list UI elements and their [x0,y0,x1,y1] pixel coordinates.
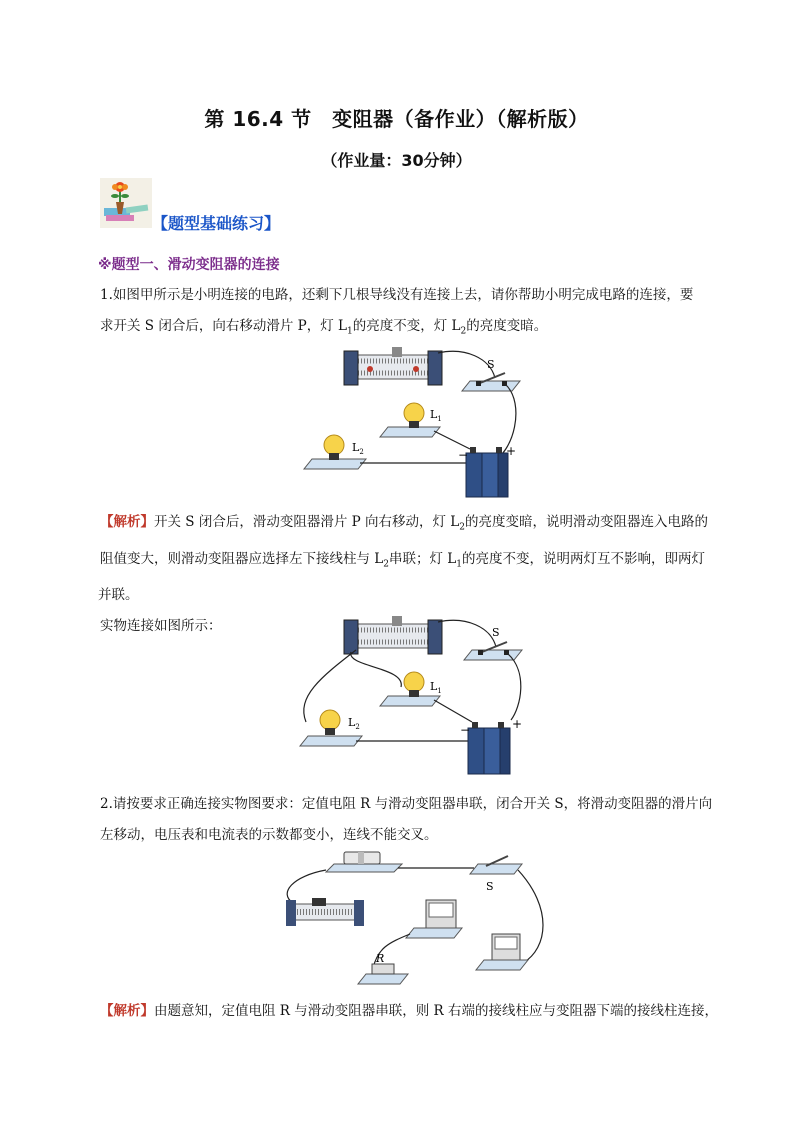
circuit-diagram-1 [300,343,530,505]
page-title: 第 16.4 节 变阻器（备作业）（解析版） [204,107,589,131]
rheostat-icon [344,347,442,385]
answer-2 [98,996,718,1027]
page-subtitle: （作业量：30分钟） [321,151,472,170]
answer-1-line-3: 实物连接如图所示： [100,618,222,635]
topic-heading: ※题型一、滑动变阻器的连接 [98,257,280,273]
circuit-diagram-2 [296,612,532,780]
circuit-diagram-3 [278,848,558,996]
question-2-line-1: 2.请按要求正确连接实物图要求：定值电阻 R 与滑动变阻器串联，闭合开关 S，将滑动变阻器的滑片向 [100,796,713,812]
battery-plus-label: + [506,444,517,458]
question-1-line-2: 求开关 S 闭合后，向右移动滑片 P，灯 $L_1$的亮度不变，灯 $L_2$的亮度变暗。 [100,318,548,337]
battery-plus-label: + [512,717,523,731]
section-heading: 【题型基础练习】 [152,214,281,233]
battery-minus-label: − [460,723,471,737]
battery-minus-label: − [458,448,469,462]
question-2-line-2: 左移动，电压表和电流表的示数都变小，连线不能交叉。 [100,827,438,843]
switch-label: S [492,626,500,639]
question-1-line-1: 1.如图甲所示是小明连接的电路，还剩下几根导线没有连接上去，请你帮助小明完成电路的连接，要 [100,287,694,303]
flower-pot-icon [100,178,152,228]
resistor-icon [358,964,408,984]
switch-label: S [487,358,495,371]
answer-2-line-1: 【解析】由题意知，定值电阻 R 与滑动变阻器串联，则 R 右端的接线柱应与变阻器下端的接线柱连接， [100,1003,718,1019]
voltmeter-icon [406,900,462,938]
resistor-label: R [376,952,385,965]
lamp-1-label: $L_1$ [430,680,442,695]
switch-icon [462,373,520,391]
lamp-2-label: $L_2$ [352,441,364,456]
ammeter-icon [476,934,528,970]
answer-1-line-1: 【解析】开关 S 闭合后，滑动变阻器滑片 P 向右移动，灯 $L_2$的亮度变暗，说明滑动变阻器连入电路的 [100,514,708,533]
lamp-1-label: $L_1$ [430,408,442,423]
battery-pack-icon [326,852,402,872]
switch-icon [470,856,522,874]
lamp-2-label: $L_2$ [348,716,360,731]
question-2 [98,789,718,851]
question-1 [98,280,718,348]
answer-1-line-2: 阻值变大，则滑动变阻器应选择左下接线柱与 $L_2$串联；灯 $L_1$的亮度不变，说明两灯互不影响，即两灯并联。 [98,550,705,604]
rheostat-icon [286,898,364,926]
battery-icon [468,722,510,774]
switch-label: S [486,880,494,893]
battery-icon [466,447,508,497]
rheostat-icon [344,616,442,654]
switch-icon [464,642,522,660]
